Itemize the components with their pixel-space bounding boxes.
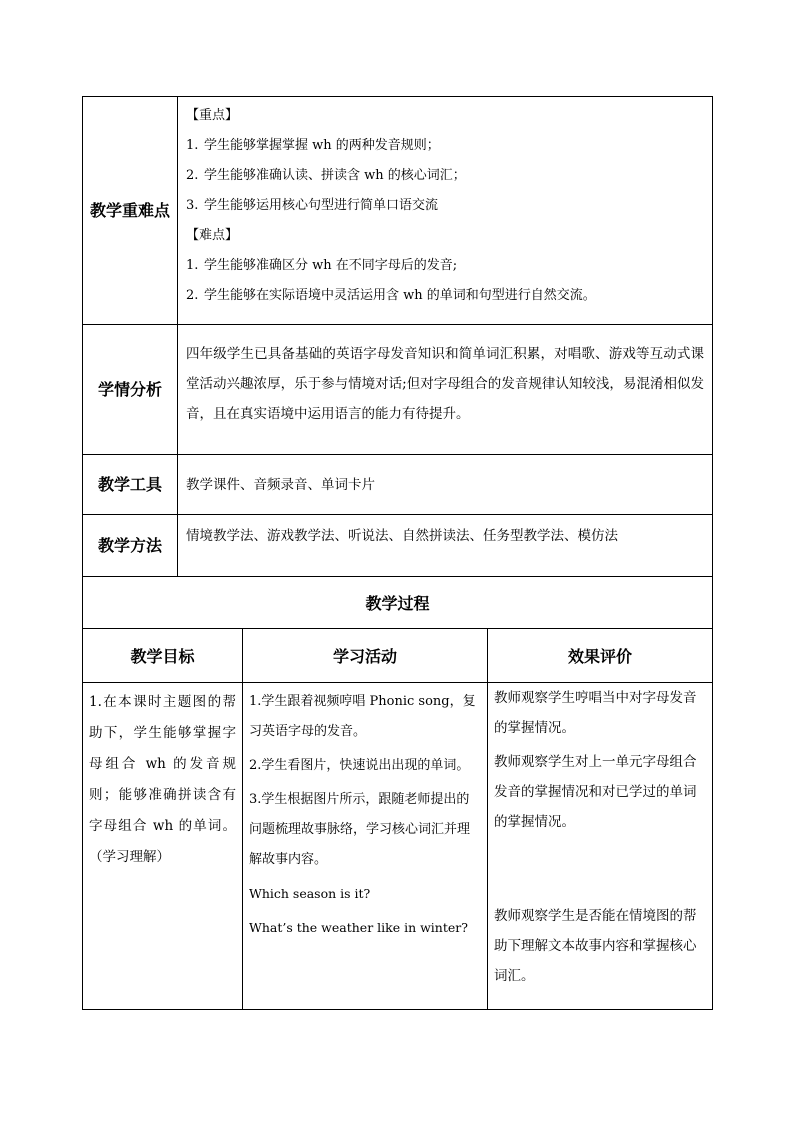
header-goal: 教学目标 bbox=[83, 629, 243, 683]
key-points-label: 教学重难点 bbox=[83, 97, 178, 325]
key-points-row bbox=[83, 97, 713, 325]
activity-item: 2.学生看图片，快速说出出现的单词。 bbox=[249, 758, 470, 773]
methods-text: 情境教学法、游戏教学法、听说法、自然拼读法、任务型教学法、模仿法 bbox=[178, 515, 713, 577]
header-activity: 学习活动 bbox=[243, 629, 488, 683]
analysis-text: 四年级学生已具备基础的英语字母发音知识和简单词汇积累，对唱歌、游戏等互动式课堂活动兴趣浓厚，乐于参与情境对话;但对字母组合的发音规律认知较浅，易混淆相似发音，且在真实语境中运用语言的能力有待提升。 bbox=[178, 325, 713, 455]
evaluation-item: 教师观察学生哼唱当中对字母发音的掌握情况。 bbox=[494, 690, 697, 736]
difficulty-item: 2. 学生能够在实际语境中灵活运用含 wh 的单词和句型进行自然交流。 bbox=[186, 288, 596, 303]
activity-item: 3.学生根据图片所示，跟随老师提出的问题梳理故事脉络，学习核心词汇并理解故事内容。 bbox=[249, 792, 471, 867]
activity-cell bbox=[243, 683, 488, 1010]
evaluation-item: 教师观察学生是否能在情境图的帮助下理解文本故事内容和掌握核心词汇。 bbox=[494, 908, 697, 984]
process-body-row bbox=[83, 683, 713, 1010]
focus-item: 2. 学生能够准确认读、拼读含 wh 的核心词汇； bbox=[186, 168, 466, 183]
difficulty-title: 【难点】 bbox=[186, 228, 239, 243]
tools-row bbox=[83, 455, 713, 515]
header-evaluation: 效果评价 bbox=[488, 629, 713, 683]
analysis-row bbox=[83, 325, 713, 455]
tools-label: 教学工具 bbox=[83, 455, 178, 515]
focus-title: 【重点】 bbox=[186, 108, 239, 123]
key-points-content bbox=[178, 97, 713, 325]
focus-item: 1. 学生能够掌握掌握 wh 的两种发音规则； bbox=[186, 138, 440, 153]
methods-label: 教学方法 bbox=[83, 515, 178, 577]
process-table bbox=[82, 576, 713, 1010]
evaluation-cell bbox=[488, 683, 713, 1010]
process-header-row bbox=[83, 629, 713, 683]
process-title-row bbox=[83, 577, 713, 629]
lesson-plan-document bbox=[82, 96, 712, 1010]
focus-item: 3. 学生能够运用核心句型进行简单口语交流 bbox=[186, 198, 439, 213]
activity-question: Which season is it? bbox=[249, 886, 371, 901]
tools-text: 教学课件、音频录音、单词卡片 bbox=[178, 455, 713, 515]
methods-row bbox=[83, 515, 713, 577]
evaluation-item: 教师观察学生对上一单元字母组合发音的掌握情况和对已学过的单词的掌握情况。 bbox=[494, 754, 697, 830]
lesson-info-table bbox=[82, 96, 713, 577]
difficulty-item: 1. 学生能够准确区分 wh 在不同字母后的发音; bbox=[186, 258, 458, 273]
analysis-label: 学情分析 bbox=[83, 325, 178, 455]
goal-cell bbox=[83, 683, 243, 1010]
process-title: 教学过程 bbox=[83, 577, 713, 629]
goal-text: 1.在本课时主题图的帮助下，学生能够掌握字母组合 wh 的发音规则；能够准确拼读含有字母组合 wh 的单词。（学习理解） bbox=[89, 694, 236, 865]
activity-question: What’s the weather like in winter? bbox=[249, 920, 468, 935]
activity-item: 1.学生跟着视频哼唱 Phonic song，复习英语字母的发音。 bbox=[249, 694, 476, 739]
